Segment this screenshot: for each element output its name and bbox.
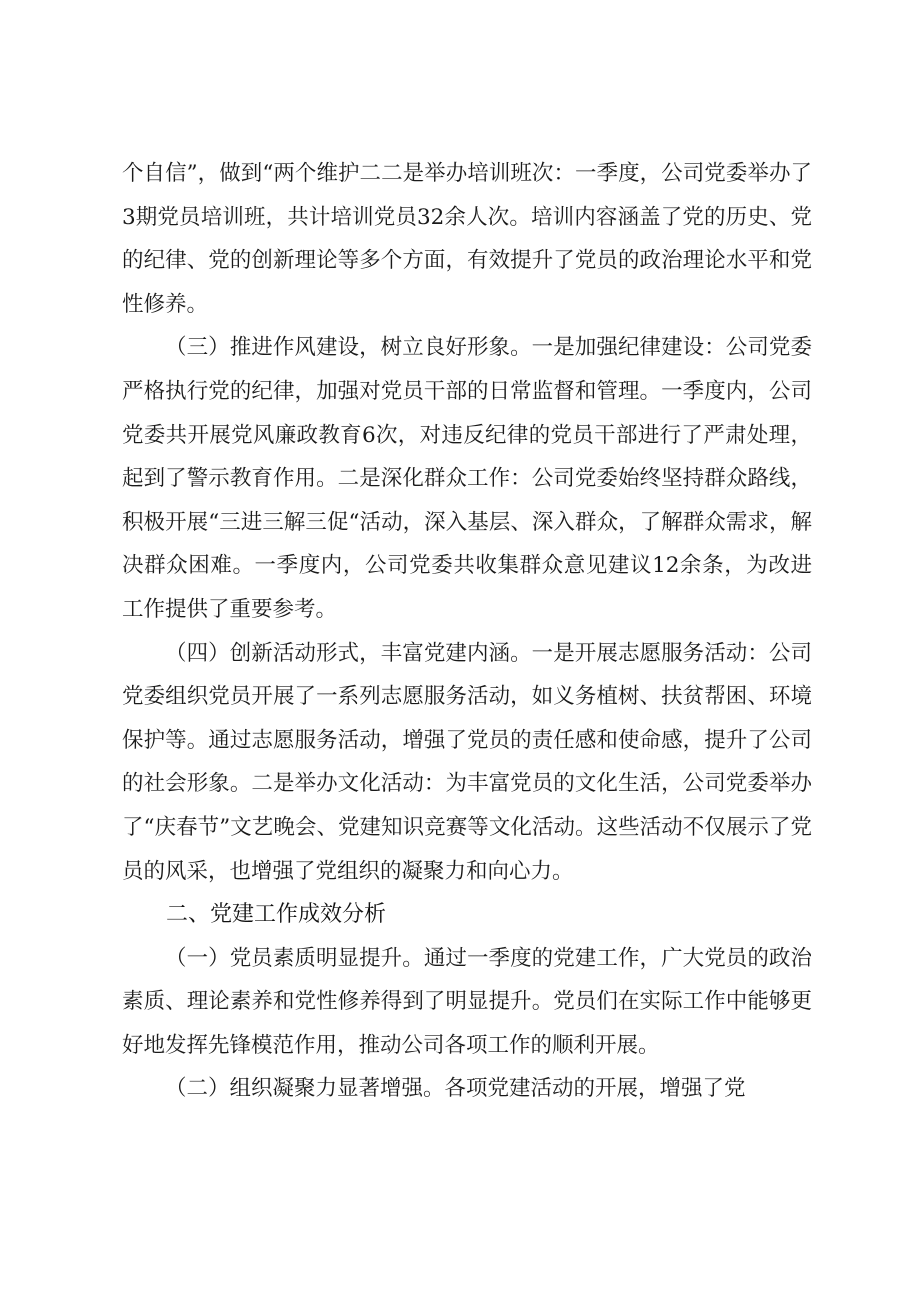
paragraph-training-continuation: 个自信”，做到“两个维护二二是举办培训班次：一季度，公司党委举办了3期党员培训班，共计培训党员32余人次。培训内容涵盖了党的历史、党的纪律、党的创新理论等多个方面，有效提升了党员的政治理论水平和党性修养。 (122, 161, 812, 317)
document-body (122, 152, 812, 1111)
paragraph-work-style: （三）推进作风建设，树立良好形象。一是加强纪律建设：公司党委严格执行党的纪律，加强对党员干部的日常监督和管理。一季度内，公司党委共开展党风廉政教育6次，对违反纪律的党员干部进行了严肃处理，起到了警示教育作用。二是深化群众工作：公司党委始终坚持群众路线，积极开展“三进三解三促“活动，深入基层、深入群众，了解群众需求，解决群众困难。一季度内，公司党委共收集群众意见建议12余条，为改进工作提供了重要参考。 (122, 335, 812, 622)
paragraph-activities: （四）创新活动形式，丰富党建内涵。一是开展志愿服务活动：公司党委组织党员开展了一系列志愿服务活动，如义务植树、扶贫帮困、环境保护等。通过志愿服务活动，增强了党员的责任感和使命感，提升了公司的社会形象。二是举办文化活动：为丰富党员的文化生活，公司党委举办了“庆春节”文艺晚会、党建知识竞赛等文化活动。这些活动不仅展示了党员的风采，也增强了党组织的凝聚力和向心力。 (122, 640, 812, 884)
section-heading: 二、党建工作成效分析 (166, 902, 387, 928)
paragraph-cohesion: （二）组织凝聚力显著增强。各项党建活动的开展，增强了党 (165, 1076, 746, 1102)
paragraph-member-quality: （一）党员素质明显提升。通过一季度的党建工作，广大党员的政治素质、理论素养和党性修养得到了明显提升。党员们在实际工作中能够更好地发挥先锋模范作用，推动公司各项工作的顺利开展。 (122, 945, 812, 1058)
